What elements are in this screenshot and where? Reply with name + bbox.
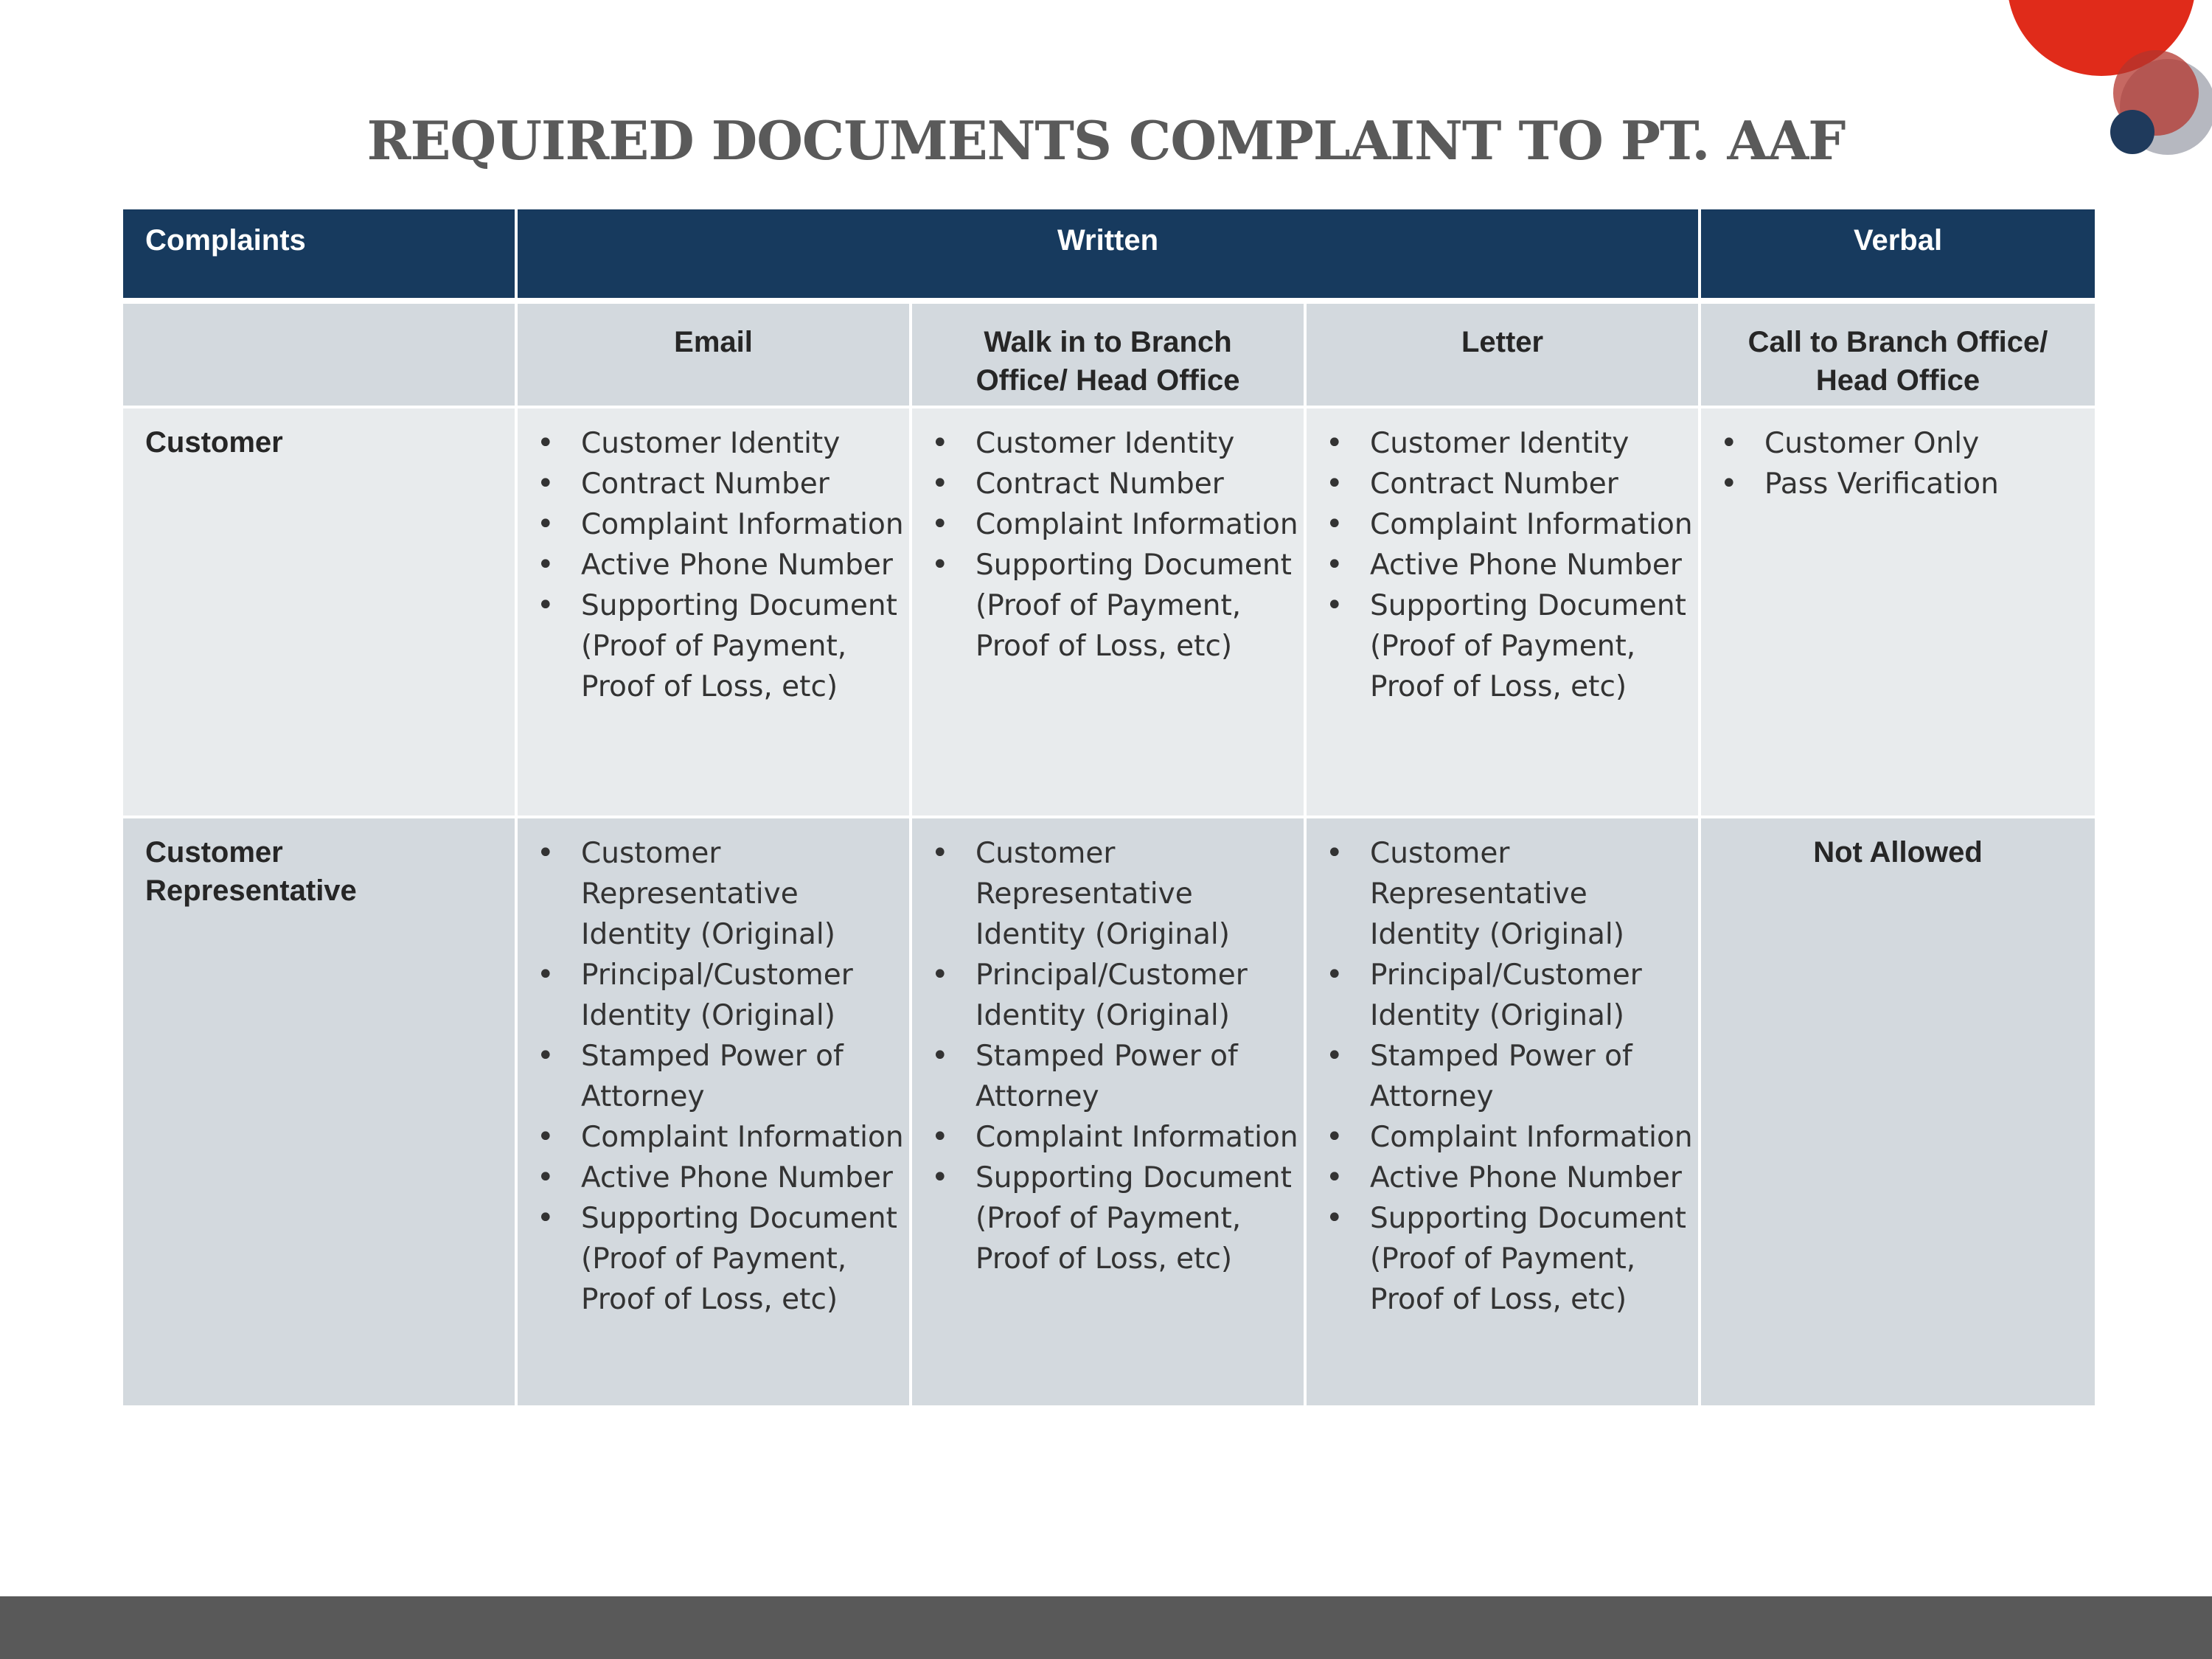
document-list-item: • Supporting Document (Proof of Payment, Proof of Loss, etc) [1307, 1198, 1698, 1320]
customer-letter-cell [1305, 407, 1700, 817]
row-label-customer: Customer [145, 426, 283, 459]
document-list-item: • Stamped Power of Attorney [1307, 1036, 1698, 1117]
document-list-item: • Supporting Document (Proof of Payment, Proof of Loss, etc) [518, 585, 909, 707]
document-list-item: • Pass Verification [1701, 464, 2095, 504]
document-list-item: • Complaint Information [518, 504, 909, 545]
customer-walk-in-list [912, 408, 1304, 667]
table-header-row [122, 208, 2096, 301]
document-list-item: • Active Phone Number [518, 545, 909, 585]
document-list-item: • Stamped Power of Attorney [518, 1036, 909, 1117]
footer-bar [0, 1596, 2212, 1659]
document-list-item: • Supporting Document (Proof of Payment, Proof of Loss, etc) [912, 1158, 1304, 1279]
not-allowed-text: Not Allowed [1813, 836, 1983, 869]
document-list-item: • Customer Identity [912, 423, 1304, 464]
document-list-item: • Active Phone Number [1307, 1158, 1698, 1198]
document-list-item: • Supporting Document (Proof of Payment, Proof of Loss, etc) [912, 545, 1304, 667]
written-header: Written [516, 208, 1700, 301]
verbal-header: Verbal [1700, 208, 2096, 301]
call-channel-header [1700, 301, 2096, 407]
representative-call-cell [1700, 817, 2096, 1407]
customer-call-list [1701, 408, 2095, 504]
document-list-item: • Customer Only [1701, 423, 2095, 464]
empty-subheader-cell [122, 301, 516, 407]
representative-email-cell [516, 817, 911, 1407]
document-list-item: • Principal/Customer Identity (Original) [912, 955, 1304, 1036]
document-list-item: • Customer Identity [1307, 423, 1698, 464]
document-list-item: • Complaint Information [518, 1117, 909, 1158]
representative-walk-in-list [912, 818, 1304, 1279]
walk-in-channel-header [911, 301, 1305, 407]
letter-channel-header: Letter [1305, 301, 1700, 407]
complaints-header: Complaints [122, 208, 516, 301]
document-list-item: • Principal/Customer Identity (Original) [1307, 955, 1698, 1036]
customer-label-cell [122, 407, 516, 817]
document-list-item: • Contract Number [518, 464, 909, 504]
customer-email-list [518, 408, 909, 707]
document-list-item: • Customer Representative Identity (Original) [912, 833, 1304, 955]
row-label-representative: Customer Representative [145, 836, 357, 907]
document-list-item: • Active Phone Number [1307, 545, 1698, 585]
document-list-item: • Active Phone Number [518, 1158, 909, 1198]
document-list-item: • Stamped Power of Attorney [912, 1036, 1304, 1117]
customer-call-cell [1700, 407, 2096, 817]
walk-in-channel-label: Walk in to Branch Office/ Head Office [975, 326, 1240, 397]
customer-email-cell [516, 407, 911, 817]
representative-walk-in-cell [911, 817, 1305, 1407]
page-title: REQUIRED DOCUMENTS COMPLAINT TO PT. AAF [366, 109, 1846, 172]
document-list-item: • Customer Identity [518, 423, 909, 464]
document-list-item: • Complaint Information [912, 504, 1304, 545]
document-list-item: • Contract Number [912, 464, 1304, 504]
document-list-item: • Customer Representative Identity (Original) [1307, 833, 1698, 955]
required-documents-table [120, 206, 2098, 1408]
customer-walk-in-cell [911, 407, 1305, 817]
customer-letter-list [1307, 408, 1698, 707]
customer-representative-row [122, 817, 2096, 1407]
document-list-item: • Customer Representative Identity (Original) [518, 833, 909, 955]
document-list-item: • Complaint Information [1307, 1117, 1698, 1158]
document-list-item: • Principal/Customer Identity (Original) [518, 955, 909, 1036]
representative-letter-list [1307, 818, 1698, 1320]
representative-label-cell [122, 817, 516, 1407]
document-list-item: • Supporting Document (Proof of Payment, Proof of Loss, etc) [1307, 585, 1698, 707]
representative-email-list [518, 818, 909, 1320]
customer-row [122, 407, 2096, 817]
representative-letter-cell [1305, 817, 1700, 1407]
email-channel-header: Email [516, 301, 911, 407]
document-list-item: • Complaint Information [912, 1117, 1304, 1158]
document-list-item: • Complaint Information [1307, 504, 1698, 545]
channel-subheader-row [122, 301, 2096, 407]
call-channel-label: Call to Branch Office/ Head Office [1747, 326, 2048, 397]
document-list-item: • Supporting Document (Proof of Payment, Proof of Loss, etc) [518, 1198, 909, 1320]
document-list-item: • Contract Number [1307, 464, 1698, 504]
